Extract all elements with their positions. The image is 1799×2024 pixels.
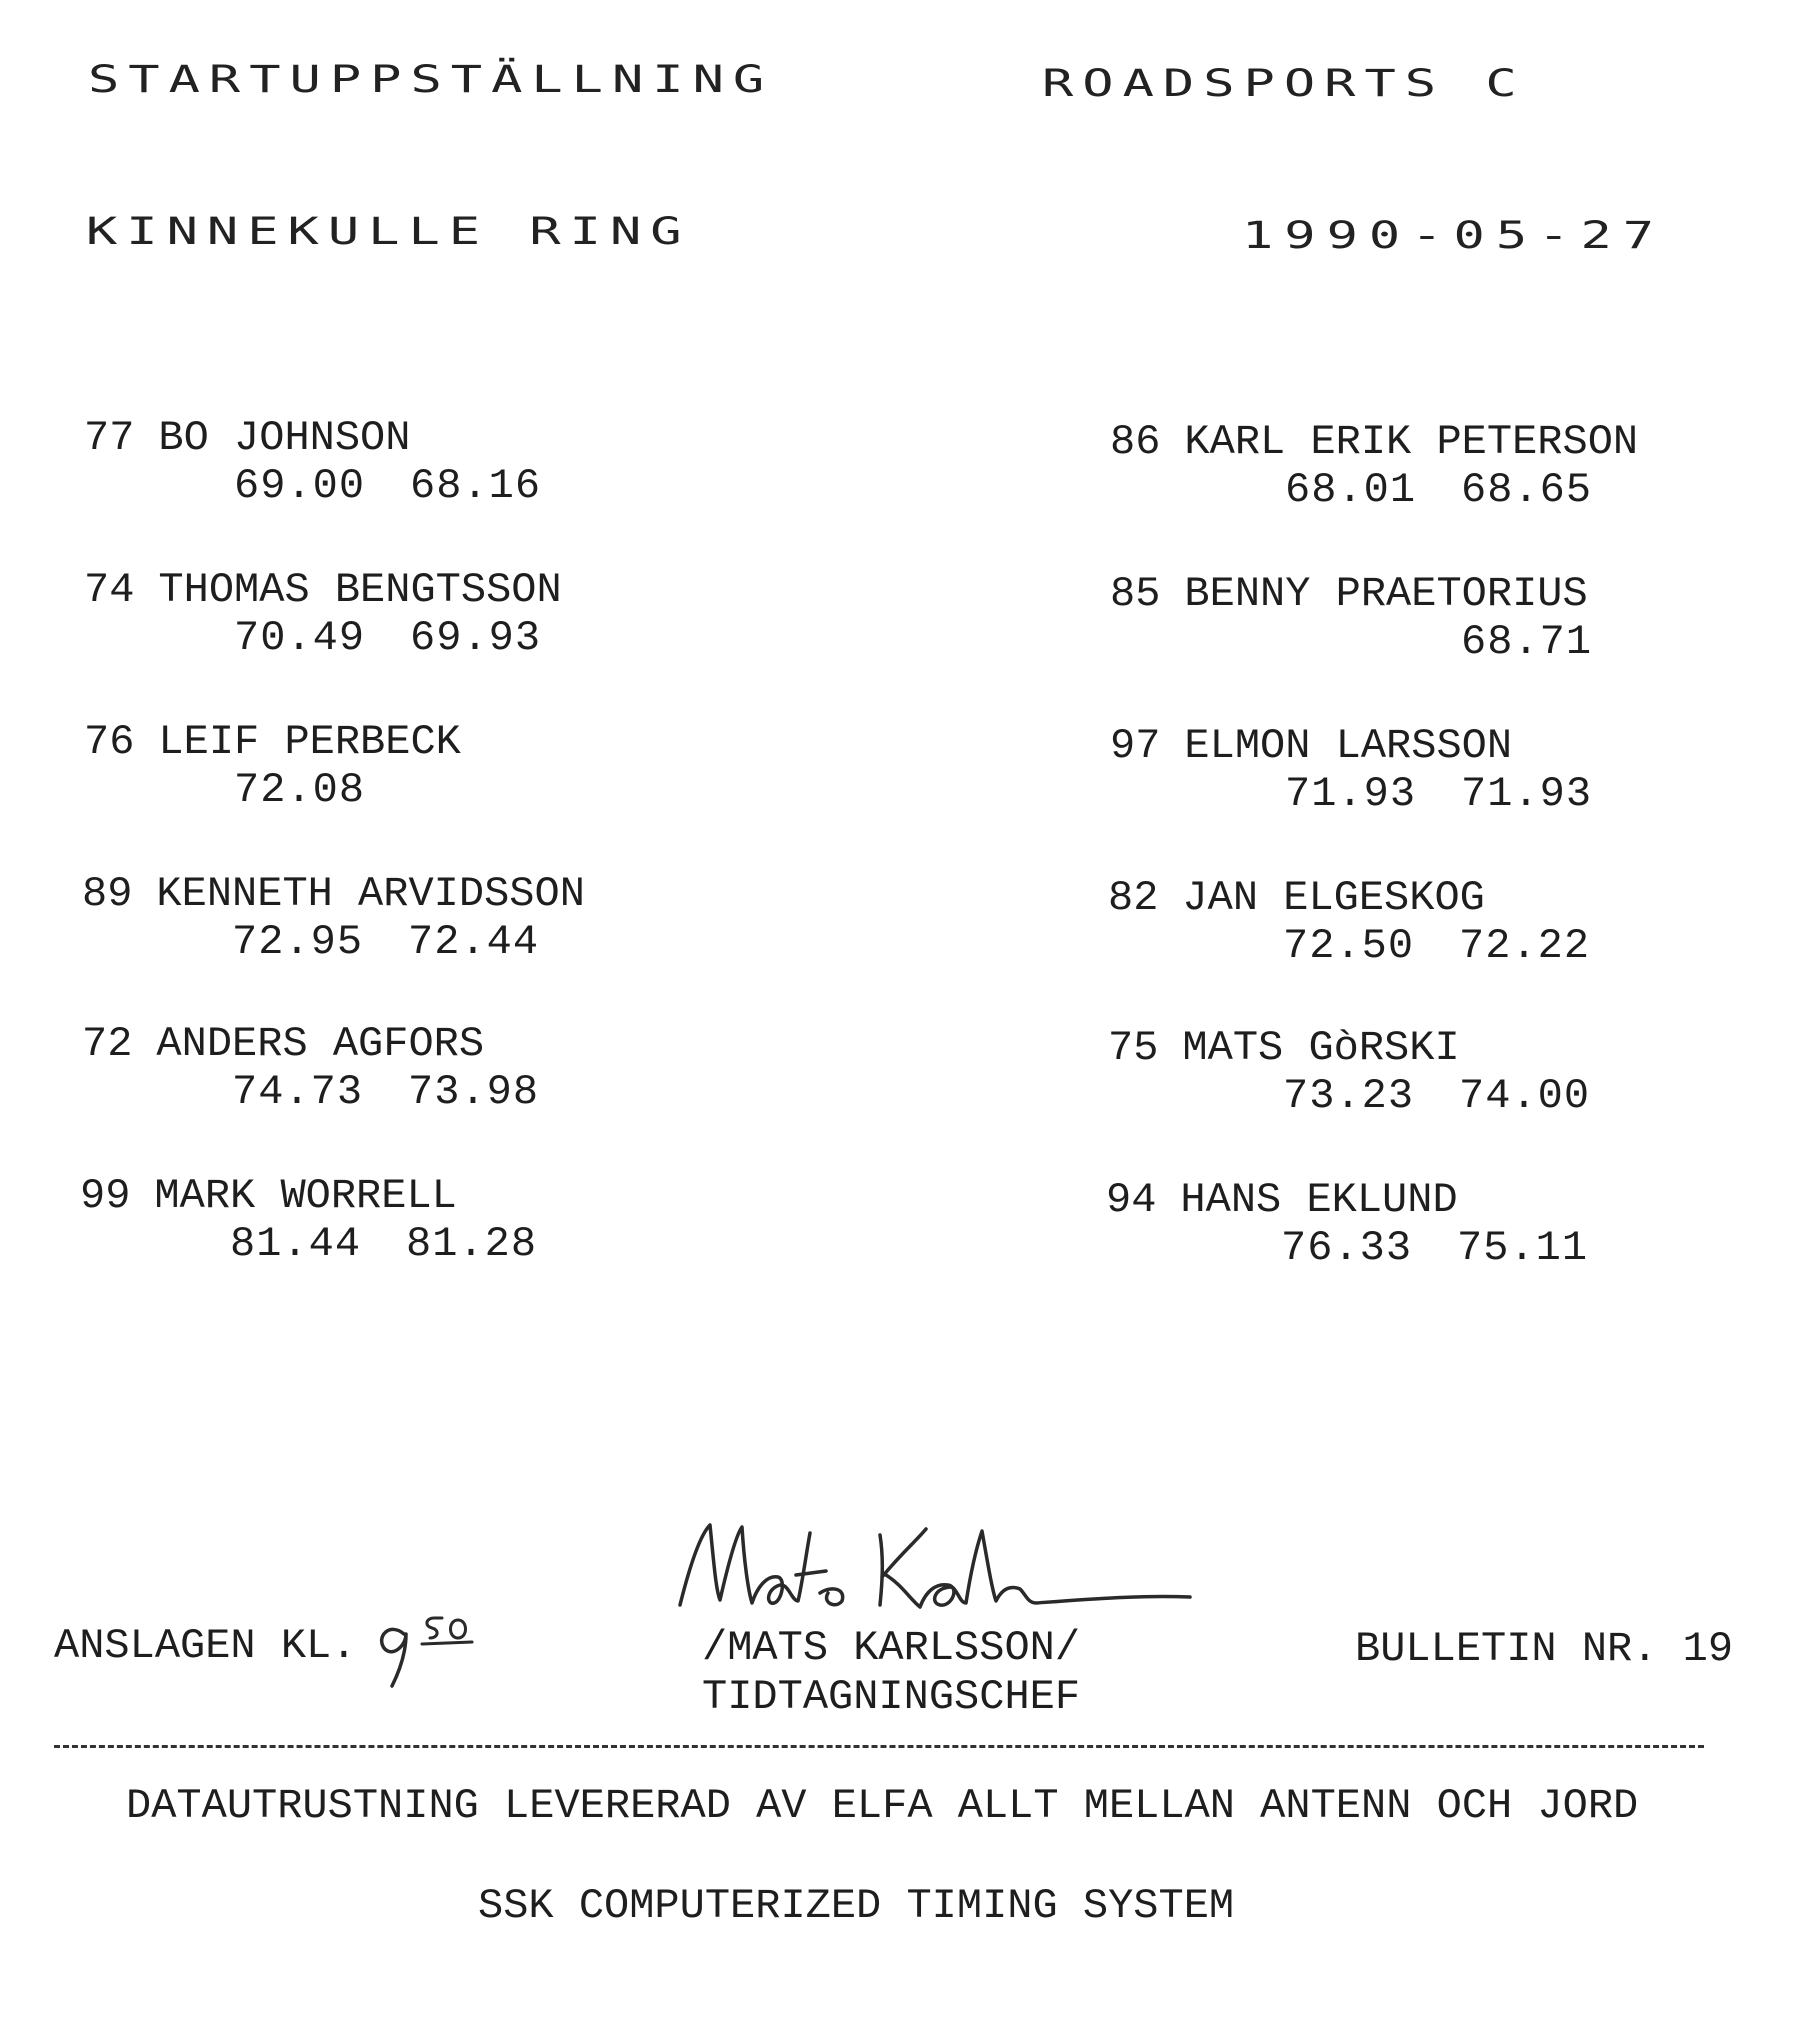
entry-left-5 (82, 1020, 584, 1116)
race-date: 1990-05-27 (1242, 214, 1666, 258)
lap-time-1: 68.01 (1285, 466, 1417, 514)
entry-left-3 (84, 718, 586, 814)
driver-name: JAN ELGESKOG (1182, 874, 1485, 922)
car-number: 86 (1110, 418, 1161, 466)
car-number: 72 (82, 1020, 133, 1068)
driver-name: ANDERS AGFORS (156, 1020, 485, 1068)
car-number: 82 (1108, 874, 1159, 922)
signer-title: TIDTAGNINGSCHEF (702, 1673, 1081, 1721)
signer-name: /MATS KARLSSON/ (702, 1624, 1081, 1672)
driver-name: MARK WORRELL (154, 1172, 457, 1220)
lap-time-1: 70.49 (234, 614, 366, 662)
lap-time-2: 72.22 (1459, 922, 1591, 970)
race-class: ROADSPORTS C (1042, 62, 1526, 106)
driver-name: BENNY PRAETORIUS (1184, 570, 1588, 618)
document-title: STARTUPPSTÄLLNING (88, 58, 774, 102)
entry-left-2 (84, 566, 586, 662)
entry-left-6 (80, 1172, 582, 1268)
driver-name: HANS EKLUND (1180, 1176, 1458, 1224)
car-number: 76 (84, 718, 135, 766)
lap-time-1: 71.93 (1285, 770, 1417, 818)
lap-time-2: 81.28 (406, 1220, 538, 1268)
driver-name: KARL ERIK PETERSON (1184, 418, 1639, 466)
posted-label: ANSLAGEN KL. (54, 1622, 357, 1670)
lap-time-2: 75.11 (1457, 1224, 1589, 1272)
handwritten-signature (670, 1505, 1200, 1625)
timing-system-name: SSK COMPUTERIZED TIMING SYSTEM (478, 1882, 1235, 1930)
car-number: 97 (1110, 722, 1161, 770)
entry-right-4 (1108, 874, 1635, 970)
lap-time-1: 73.23 (1283, 1072, 1415, 1120)
lap-time-2: 72.44 (408, 918, 540, 966)
equipment-credit: DATAUTRUSTNING LEVERERAD AV ELFA ALLT MELLAN ANTENN OCH JORD (126, 1782, 1639, 1830)
entry-right-1 (1110, 418, 1638, 514)
lap-time-1: 81.44 (230, 1220, 362, 1268)
car-number: 77 (84, 414, 135, 462)
driver-name: MATS GòRSKI (1182, 1024, 1460, 1072)
lap-time-2: 74.00 (1459, 1072, 1591, 1120)
driver-name: ELMON LARSSON (1184, 722, 1513, 770)
lap-time-2: 73.98 (408, 1068, 540, 1116)
lap-time-1: 69.00 (234, 462, 366, 510)
handwritten-posted-time (372, 1612, 482, 1692)
entry-right-5 (1108, 1024, 1635, 1120)
lap-time-1: 72.50 (1283, 922, 1415, 970)
entry-right-3 (1110, 722, 1637, 818)
driver-name: LEIF PERBECK (158, 718, 461, 766)
driver-name: KENNETH ARVIDSSON (156, 870, 585, 918)
lap-time-2: 68.71 (1461, 618, 1593, 666)
car-number: 99 (80, 1172, 131, 1220)
car-number: 85 (1110, 570, 1161, 618)
car-number: 89 (82, 870, 133, 918)
car-number: 75 (1108, 1024, 1159, 1072)
bulletin-number: BULLETIN NR. 19 (1355, 1625, 1734, 1673)
lap-time-1: 72.08 (234, 766, 366, 814)
lap-time-2: 69.93 (410, 614, 542, 662)
driver-name: BO JOHNSON (158, 414, 411, 462)
lap-time-2: 68.16 (410, 462, 542, 510)
car-number: 94 (1106, 1176, 1157, 1224)
entry-left-4 (82, 870, 585, 966)
lap-time-2: 71.93 (1461, 770, 1593, 818)
driver-name: THOMAS BENGTSSON (158, 566, 562, 614)
lap-time-1: 74.73 (232, 1068, 364, 1116)
car-number: 74 (84, 566, 135, 614)
lap-time-2: 68.65 (1461, 466, 1593, 514)
lap-time-1: 72.95 (232, 918, 364, 966)
lap-time-1: 76.33 (1281, 1224, 1413, 1272)
entry-left-1 (84, 414, 586, 510)
entry-right-2 (1110, 570, 1637, 666)
entry-right-6 (1106, 1176, 1633, 1272)
venue-name: KINNEKULLE RING (86, 210, 691, 254)
divider (54, 1745, 1704, 1748)
